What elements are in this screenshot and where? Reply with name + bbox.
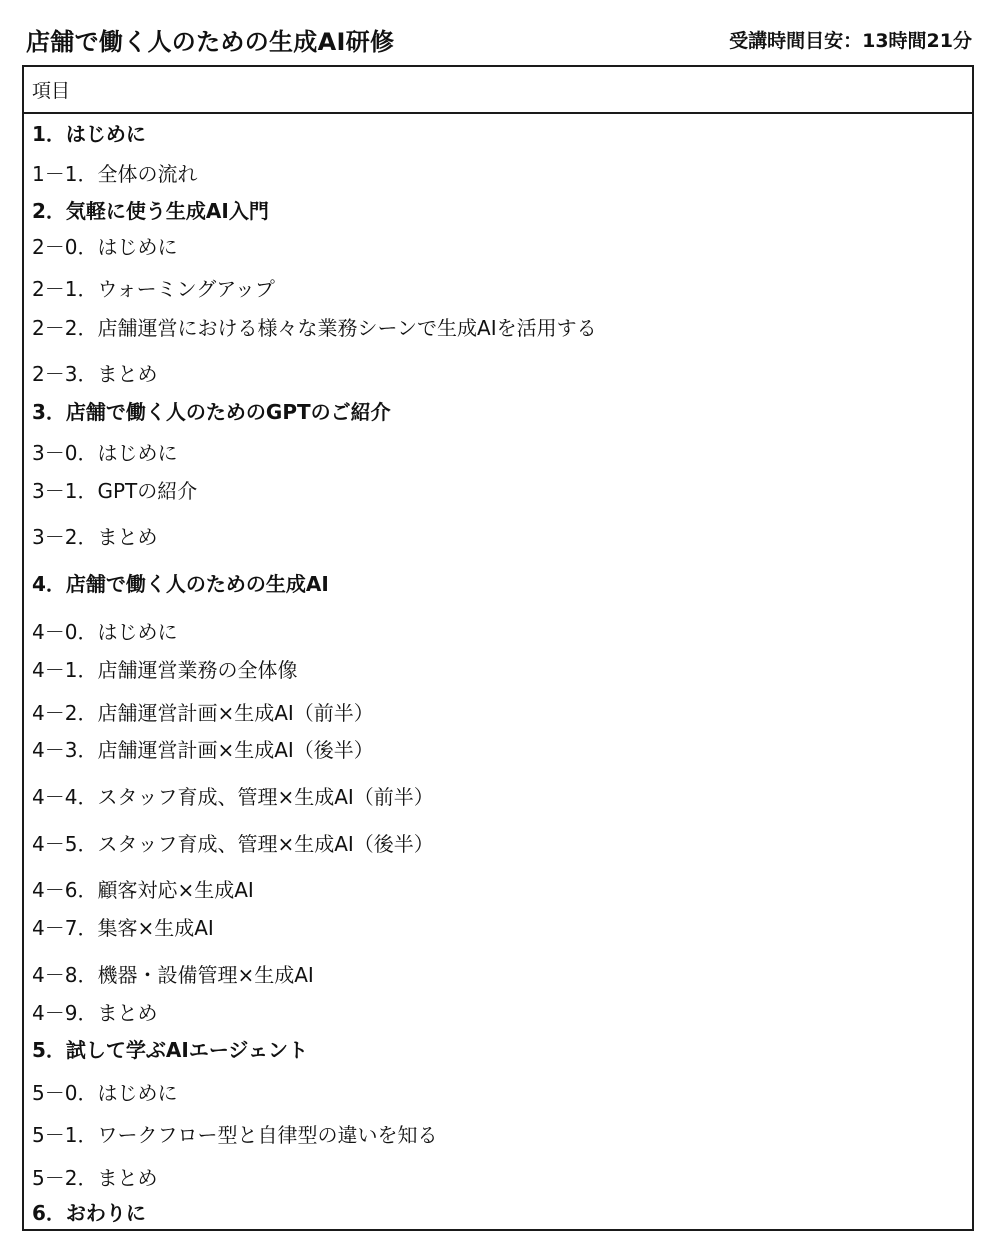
list-item: 4－8．機器・設備管理×生成AI [32,963,314,987]
list-item: 3－2．まとめ [32,525,158,549]
list-item: 2－1．ウォーミングアップ [32,277,275,301]
column-header: 項目 [24,67,972,114]
list-item: 4－0．はじめに [32,620,178,644]
list-item: 4－2．店舗運営計画×生成AI（前半） [32,701,374,725]
list-item: 4－9．まとめ [32,1001,158,1025]
list-item: 5－1．ワークフロー型と自律型の違いを知る [32,1123,438,1147]
list-item: 2－2．店舗運営における様々な業務シーンで生成AIを活用する [32,316,597,340]
course-duration: 受講時間目安：13時間21分 [729,29,972,52]
list-item: 2－0．はじめに [32,235,178,259]
list-item: 4－4．スタッフ育成、管理×生成AI（前半） [32,785,434,809]
section-heading: 1．はじめに [32,122,146,146]
list-item: 1－1．全体の流れ [32,162,198,186]
list-item: 4－7．集客×生成AI [32,916,214,940]
list-item: 4－6．顧客対応×生成AI [32,878,254,902]
list-item: 4－5．スタッフ育成、管理×生成AI（後半） [32,832,434,856]
list-item: 3－0．はじめに [32,441,178,465]
list-item: 5－2．まとめ [32,1166,158,1190]
page-title: 店舗で働く人のための生成AI研修 [26,27,395,56]
header [26,18,972,60]
list-item: 4－3．店舗運営計画×生成AI（後半） [32,738,374,762]
list-item: 3－1．GPTの紹介 [32,479,198,503]
section-heading: 4．店舗で働く人のための生成AI [32,572,329,596]
list-item: 5－0．はじめに [32,1081,178,1105]
curriculum-table [22,65,974,1231]
section-heading: 2．気軽に使う生成AI入門 [32,199,269,223]
section-heading: 6．おわりに [32,1201,146,1225]
section-heading: 5．試して学ぶAIエージェント [32,1038,309,1062]
section-heading: 3．店舗で働く人のためのGPTのご紹介 [32,400,391,424]
list-item: 4－1．店舗運営業務の全体像 [32,658,298,682]
list-item: 2－3．まとめ [32,362,158,386]
